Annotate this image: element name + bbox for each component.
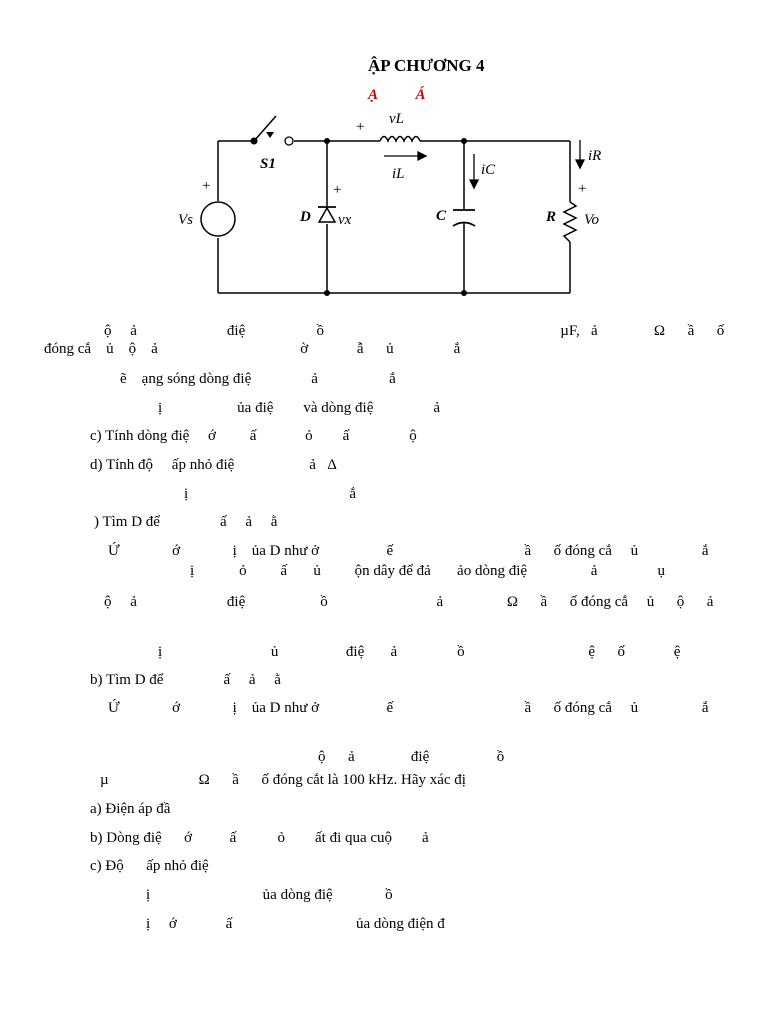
text-line: ị ỏ ấ ủ ộn dây để đả ảo dòng điệ ả ụ xyxy=(190,563,665,579)
text-line: đóng cắ ủ ộ ả ờ ẫ ủ ắ xyxy=(44,341,461,357)
text-line: Ứ ớ ị ủa D như ở ế ầ ố đóng cắ ủ ắ xyxy=(108,543,709,559)
text-line: ộ ả điệ ồ µF, ả Ω ầ ố xyxy=(104,323,725,339)
inductor-current-label: iL xyxy=(392,166,405,182)
text-line: Ứ ớ ị ủa D như ở ế ầ ố đóng cắ ủ ắ xyxy=(108,700,709,716)
plus-sign-diode: + xyxy=(333,182,342,198)
text-line: b) Dòng điệ ớ ấ ỏ ất đi qua cuộ ả xyxy=(90,830,429,846)
text-line: c) Tính dòng điệ ớ ấ ỏ ấ ộ xyxy=(90,428,417,444)
text-line: a) Điện áp đầ xyxy=(90,801,171,817)
switch-contact-closed-icon xyxy=(251,138,258,145)
switch-arrow-icon xyxy=(266,132,274,138)
resistor-label: R xyxy=(546,209,557,225)
inductor-voltage-label: vL xyxy=(389,111,404,127)
text-line: ) Tìm D để ấ ả ằ xyxy=(94,514,278,530)
capacitor-label: C xyxy=(436,208,447,224)
resistor-current-label: iR xyxy=(588,148,602,164)
source-label: Vs xyxy=(178,212,193,228)
capacitor-current-label: iC xyxy=(481,162,496,178)
text-line: c) Độ ấp nhỏ điệ xyxy=(90,858,209,874)
node-dot xyxy=(461,290,467,296)
voltage-source-icon xyxy=(201,202,235,236)
text-line: ị ủa điệ và dòng điệ ả xyxy=(158,400,441,416)
node-dot xyxy=(324,138,330,144)
text-line: ộ ả điệ ồ xyxy=(318,749,505,765)
node-dot xyxy=(461,138,467,144)
text-line: d) Tính độ ấp nhỏ điệ ả Δ xyxy=(90,457,337,473)
text-line: µ Ω ầ ố đóng cắt là 100 kHz. Hãy xác đị xyxy=(100,772,466,788)
text-line: ẽ ạng sóng dòng điệ ả ắ xyxy=(120,371,396,387)
buck-converter-circuit-diagram xyxy=(170,98,610,303)
page-title: ẬP CHƯƠNG 4 xyxy=(368,56,485,75)
switch-contact-open-icon xyxy=(285,137,293,145)
diode-voltage-label: vx xyxy=(338,212,352,228)
plus-sign-inductor: + xyxy=(356,119,365,135)
text-line: ị ớ ấ ủa dòng điện đ xyxy=(146,916,445,932)
plus-sign-source: + xyxy=(202,178,211,194)
switch-label: S1 xyxy=(260,156,276,172)
text-line: ị ủa dòng điệ ồ xyxy=(146,887,393,903)
diode-icon xyxy=(318,207,336,222)
diode-label: D xyxy=(300,209,311,225)
node-dot xyxy=(324,290,330,296)
output-voltage-label: Vo xyxy=(584,212,599,228)
resistor-icon xyxy=(564,202,576,242)
subtitle-marks: Ạ Á xyxy=(368,87,426,103)
plus-sign-output: + xyxy=(578,181,587,197)
text-line: ị ủ điệ ả ồ ệ ố ệ xyxy=(158,644,681,660)
text-line: ộ ả điệ ồ ả Ω ầ ố đóng cắ ủ ộ ả xyxy=(104,594,714,610)
text-line: ị ắ xyxy=(184,486,357,502)
text-line: b) Tìm D để ấ ả ằ xyxy=(90,672,281,688)
